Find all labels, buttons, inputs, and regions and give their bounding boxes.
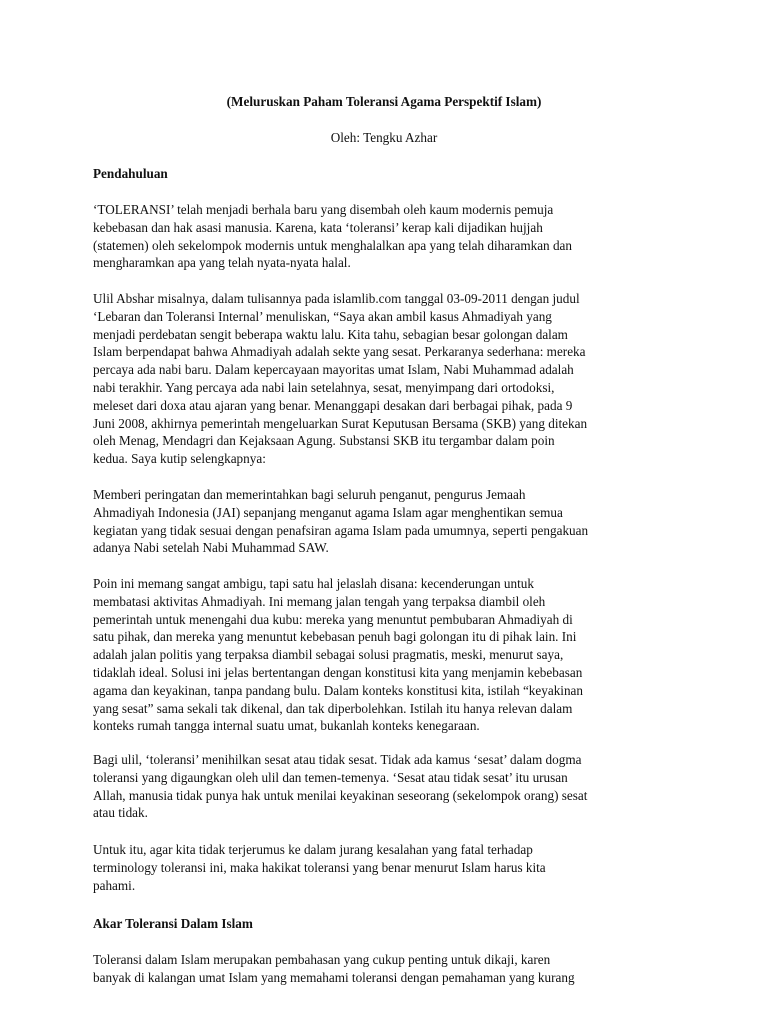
paragraph-line: Toleransi dalam Islam merupakan pembahasan yang cukup penting untuk dikaji, karen (93, 952, 551, 967)
paragraph-line: kedua. Saya kutip selengkapnya: (93, 451, 266, 467)
paragraph-line: satu pihak, dan mereka yang menuntut kebebasan penuh bagi golongan itu di pihak lain. Ini (93, 629, 577, 645)
paragraph-line: Bagi ulil, ‘toleransi’ menihilkan sesat atau tidak sesat. Tidak ada kamus ‘sesat’ dalam dogma (93, 752, 582, 767)
paragraph-line: Ulil Abshar misalnya, dalam tulisannya pada islamlib.com tanggal 03-09-2011 dengan judul (93, 291, 580, 306)
paragraph-line: Ahmadiyah Indonesia (JAI) sepanjang menganut agama Islam agar menghentikan semua (93, 504, 563, 520)
paragraph-line: Islam berpendapat bahwa Ahmadiyah adalah sekte yang sesat. Perkaranya sederhana: mereka (93, 344, 586, 360)
paragraph-4 (93, 575, 683, 735)
paragraph-6 (93, 841, 683, 894)
paragraph-line: banyak di kalangan umat Islam yang memahami toleransi dengan pemahaman yang kurang (93, 969, 575, 985)
paragraph-7 (93, 951, 683, 987)
paragraph-line: kebebasan dan hak asasi manusia. Karena, kata ‘toleransi’ kerap kali dijadikan hujjah (93, 219, 543, 235)
paragraph-line: mengharamkan apa yang telah nyata-nyata halal. (93, 255, 351, 271)
section-heading-akar-toleransi: Akar Toleransi Dalam Islam (93, 916, 253, 931)
paragraph-line: adalah jalan politis yang terpaksa diambil sebagai solusi pragmatis, meski, menurut saya, (93, 647, 564, 663)
paragraph-line: atau tidak. (93, 805, 148, 821)
paragraph-line: meleset dari doxa atau ajaran yang benar. Menanggapi desakan dari berbagai pihak, pada 9 (93, 397, 573, 413)
paragraph-line: adanya Nabi setelah Nabi Muhammad SAW. (93, 540, 329, 556)
paragraph-5 (93, 751, 683, 822)
paragraph-line: ‘Lebaran dan Toleransi Internal’ menuliskan, “Saya akan ambil kasus Ahmadiyah yang (93, 308, 552, 324)
paragraph-line: Memberi peringatan dan memerintahkan bagi seluruh penganut, pengurus Jemaah (93, 487, 526, 502)
paragraph-line: nabi terakhir. Yang percaya ada nabi lain setelahnya, sesat, menyimpang dari ortodoksi, (93, 379, 555, 395)
paragraph-line: menjadi perdebatan sengit beberapa waktu lalu. Kita tahu, sebagian besar golongan dalam (93, 326, 568, 342)
paragraph-1 (93, 201, 683, 272)
paragraph-line: agama dan keyakinan, tanpa pandang bulu. Dalam konteks konstitusi kita, istilah “keyakinan (93, 682, 584, 698)
paragraph-line: ‘TOLERANSI’ telah menjadi berhala baru yang disembah oleh kaum modernis pemuja (93, 202, 554, 217)
paragraph-line: percaya ada nabi baru. Dalam kepercayaan mayoritas umat Islam, Nabi Muhammad adalah (93, 362, 574, 378)
paragraph-line: Allah, manusia tidak punya hak untuk menilai keyakinan seseorang (sekelompok orang) sesat (93, 787, 588, 803)
paragraph-line: yang sesat” sama sekali tak dikenal, dan tak diperbolehkan. Istilah itu hanya relevan dalam (93, 700, 573, 716)
paragraph-line: tidaklah ideal. Solusi ini jelas bertentangan dengan konstitusi kita yang menjamin kebebasan (93, 664, 583, 680)
paragraph-line: toleransi yang digaungkan oleh ulil dan temen-temenya. ‘Sesat atau tidak sesat’ itu urusan (93, 769, 568, 785)
paragraph-line: pemerintah untuk menengahi dua kubu: mereka yang menuntut pembubaran Ahmadiyah di (93, 611, 573, 627)
document-title: (Meluruskan Paham Toleransi Agama Perspektif Islam) (226, 94, 542, 109)
paragraph-2 (93, 290, 683, 468)
paragraph-line: Untuk itu, agar kita tidak terjerumus ke dalam jurang kesalahan yang fatal terhadap (93, 842, 533, 857)
paragraph-line: terminology toleransi ini, maka hakikat toleransi yang benar menurut Islam harus kita (93, 859, 546, 875)
document-author: Oleh: Tengku Azhar (330, 130, 438, 145)
paragraph-line: Juni 2008, akhirnya pemerintah mengeluarkan Surat Keputusan Bersama (SKB) yang ditekan (93, 415, 588, 431)
paragraph-line: Poin ini memang sangat ambigu, tapi satu hal jelaslah disana: kecenderungan untuk (93, 576, 534, 591)
paragraph-line: kegiatan yang tidak sesuai dengan penafsiran agama Islam pada umumnya, seperti pengakuan (93, 522, 589, 538)
paragraph-line: membatasi aktivitas Ahmadiyah. Ini memang jalan tengah yang terpaksa diambil oleh (93, 593, 546, 609)
paragraph-3 (93, 486, 683, 557)
paragraph-line: konteks rumah tangga internal suatu umat, bukanlah konteks kenegaraan. (93, 718, 480, 734)
section-heading-pendahuluan: Pendahuluan (93, 166, 168, 181)
paragraph-line: oleh Menag, Mendagri dan Kejaksaan Agung. Substansi SKB itu tergambar dalam poin (93, 433, 555, 449)
paragraph-line: pahami. (93, 877, 136, 893)
paragraph-line: (statemen) oleh sekelompok modernis untuk menghalalkan apa yang telah diharamkan dan (93, 237, 572, 253)
